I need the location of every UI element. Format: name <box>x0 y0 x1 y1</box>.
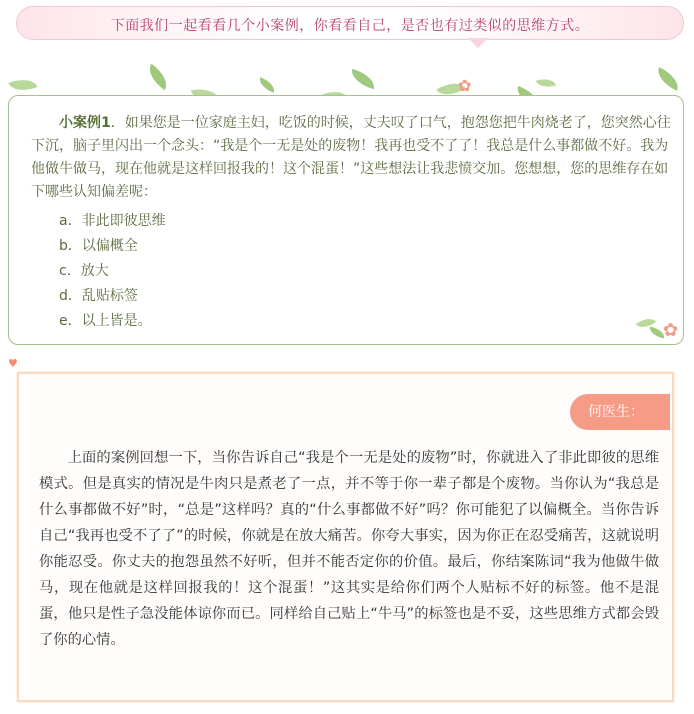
heart-icon: ♥ <box>8 357 18 370</box>
leaf-icon <box>349 69 378 89</box>
intro-banner-text: 下面我们一起看看几个小案例，你看看自己，是否也有过类似的思维方式。 <box>110 18 590 34</box>
doctor-text: 上面的案例回想一下，当你告诉自己“我是个一无是处的废物”时，你就进入了非此即彼的思维模式。但是真实的情况是牛肉只是煮老了一点，并不等于你一辈子都是个废物。当你认为“我总是什么事都做不好”时，“总是”这样吗？真的“什么事都做不好”吗？你可能犯了以偏概全。当你告诉自己“我再也受不了了”的时候，你就是在放大痛苦。你夸大事实，因为你正在忍受痛苦，这就说明你能忍受。你丈夫的抱怨虽然不好听，但并不能否定你的价值。最后，你结案陈词“我为他做牛做马，现在他就是这样回报我的！这个混蛋！”这其实是给你们两个人贴标不好的标签。他不是混蛋，他只是性子急没能体谅你而已。同样给自己贴上“牛马”的标签也是不妥，这些思维方式都会毁了你的心情。 <box>39 450 659 648</box>
banner-pointer <box>468 38 488 48</box>
case-study-box <box>8 95 684 345</box>
doctor-label: 何医生： <box>570 394 670 430</box>
doctor-response-box <box>17 372 674 702</box>
case-body: ．如果您是一位家庭主妇，吃饭的时候，丈夫叹了口气，抱怨您把牛肉烧老了，您突然心往下沉，脑子里闪出一个念头：“我是个一无是处的废物！我再也受不了了！我总是什么事都做不好。我为他做牛做马，现在他就是这样回报我的！这个混蛋！”这些想法让我悲愤交加。您想想，您的思维存在如下哪些认知偏差呢： <box>31 115 671 200</box>
leaf-icon <box>536 76 556 90</box>
intro-banner <box>16 6 684 40</box>
option-a: a．非此即彼思维 <box>59 213 166 229</box>
leaf-icon <box>653 67 682 91</box>
leaf-icon <box>143 64 172 90</box>
option-d: d．乱贴标签 <box>59 288 138 304</box>
flower-icon: ✿ <box>458 76 472 95</box>
leaf-icon <box>257 77 277 93</box>
case-paragraph <box>31 112 681 204</box>
option-b: b．以偏概全 <box>59 238 138 254</box>
option-c: c．放大 <box>59 263 109 279</box>
case-title: 小案例1 <box>59 115 111 131</box>
flower-icon: ✿ <box>663 320 679 341</box>
leaf-icon <box>8 74 37 96</box>
option-e: e．以上皆是。 <box>59 313 152 329</box>
